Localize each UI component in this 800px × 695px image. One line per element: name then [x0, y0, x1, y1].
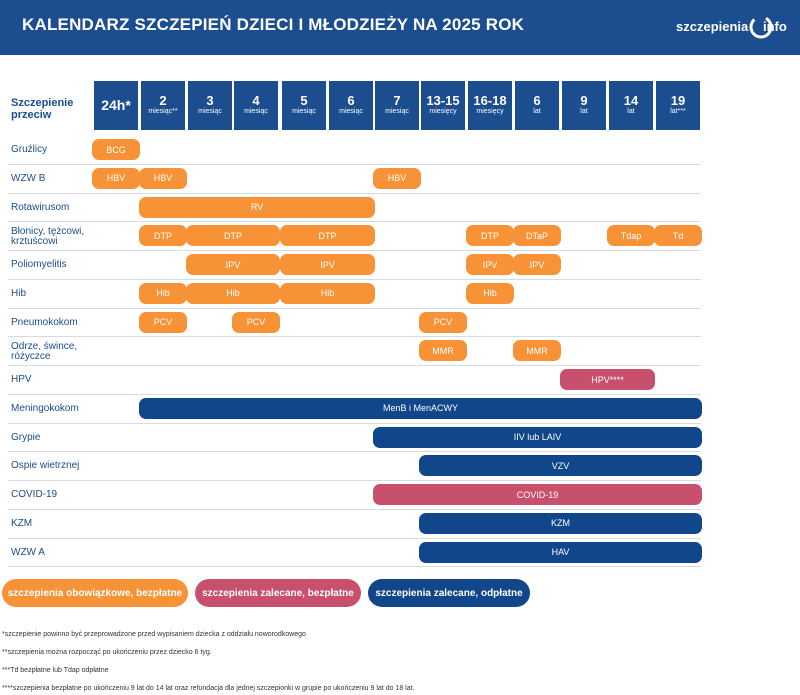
logo-info-text: info [763, 19, 787, 34]
vaccine-bar: Hib [466, 283, 514, 304]
age-unit: miesięcy [429, 108, 457, 115]
age-value: 14 [623, 93, 639, 108]
row-divider [8, 250, 701, 251]
vaccine-bar: IPV [280, 254, 375, 275]
row-label-2 [11, 203, 69, 213]
age-unit: miesiąc [292, 108, 316, 115]
vaccine-bar: Hib [139, 283, 187, 304]
row-divider [8, 538, 701, 539]
age-value: 24h* [101, 97, 131, 113]
row-divider [8, 164, 701, 165]
age-value: 3 [206, 93, 214, 108]
vaccine-bar: PCV [232, 312, 280, 333]
row-label-14 [11, 548, 45, 558]
row-label-4 [11, 260, 67, 270]
row-label-1 [11, 174, 45, 184]
row-label-7 [11, 342, 77, 362]
footnote-4: ****szczepienia bezpłatne po ukończeniu 9 lat do 14 lat oraz refundacja dla jednej szczepionki w grupie po ukończeniu 9 lat do 18 lat. [2, 685, 415, 692]
row-label-text: krztuścowi [11, 236, 58, 248]
row-label-text: Grypie [11, 431, 41, 443]
row-label-text: Błonicy, tężcowi, [11, 226, 85, 238]
vaccine-bar: DTP [280, 225, 375, 246]
age-value: 2 [159, 93, 167, 108]
vaccine-bar: RV [139, 197, 375, 218]
vaccine-bar: IPV [513, 254, 561, 275]
age-value: 13-15 [426, 93, 460, 108]
age-column-8 [468, 81, 512, 130]
row-divider [8, 279, 701, 280]
row-divider [8, 193, 701, 194]
legend-item-1: szczepienia zalecane, bezpłatne [195, 579, 361, 607]
row-label-text: różyczce [11, 351, 51, 363]
row-divider [8, 221, 701, 222]
age-column-0 [94, 81, 138, 130]
vaccine-bar: HBV [373, 168, 421, 189]
vaccine-bar: Tdap [607, 225, 655, 246]
row-label-text: HPV [11, 374, 32, 385]
row-label-13 [11, 519, 32, 529]
age-column-11 [609, 81, 653, 130]
vaccine-bar: DTP [186, 225, 280, 246]
vaccine-bar: MenB i MenACWY [139, 398, 702, 419]
row-label-9 [11, 404, 79, 414]
legend-item-0: szczepienia obowiązkowe, bezpłatne [2, 579, 188, 607]
age-unit: miesiąc [198, 108, 222, 115]
footnote-3: ***Td bezpłatne lub Tdap odpłatne [2, 667, 109, 674]
age-value: 6 [533, 93, 541, 108]
age-unit: lat [533, 108, 541, 115]
vaccine-bar: VZV [419, 455, 702, 476]
row-label-12 [11, 490, 57, 500]
vaccine-bar: PCV [139, 312, 187, 333]
age-unit: miesiąc** [148, 108, 178, 115]
row-label-text: Odrze, śwince, [11, 341, 78, 353]
vaccine-bar: KZM [419, 513, 702, 534]
age-unit: miesiąc [244, 108, 268, 115]
vaccine-bar: IPV [186, 254, 280, 275]
row-divider [8, 308, 701, 309]
age-column-3 [234, 81, 278, 130]
logo-text: szczepienia [676, 19, 749, 34]
vaccine-bar: Hib [280, 283, 375, 304]
age-value: 19 [670, 93, 686, 108]
row-label-text: Rotawirusom [11, 201, 70, 213]
vaccine-bar: IIV lub LAIV [373, 427, 702, 448]
row-divider [8, 336, 701, 337]
row-label-text: KZM [11, 517, 33, 529]
row-label-text: Hib [11, 287, 27, 299]
vaccine-bar: MMR [419, 340, 467, 361]
vaccine-bar: HBV [139, 168, 187, 189]
row-label-5 [11, 289, 26, 299]
row-label-0 [11, 145, 47, 155]
vaccine-bar: IPV [466, 254, 514, 275]
age-column-5 [329, 81, 373, 130]
row-label-10 [11, 433, 40, 443]
row-divider [8, 423, 701, 424]
vaccine-bar: COVID-19 [373, 484, 702, 505]
row-label-text: WZW B [11, 172, 46, 184]
age-column-9 [515, 81, 559, 130]
age-column-2 [188, 81, 232, 130]
age-value: 16-18 [473, 93, 507, 108]
vaccine-bar: BCG [92, 139, 140, 160]
row-divider [8, 509, 701, 510]
age-value: 7 [393, 93, 401, 108]
column-header-label [11, 97, 73, 121]
footnote-2: **szczepienia można rozpocząć po ukończeniu przez dziecko 6 tyg. [2, 649, 212, 656]
row-divider [8, 451, 701, 452]
age-unit: miesiąc [385, 108, 409, 115]
footnote-1: *szczepienie powinno być przeprowadzone przed wypisaniem dziecka z oddziału noworodkowego [2, 631, 306, 638]
age-unit: miesiąc [339, 108, 363, 115]
row-label-8 [11, 375, 32, 385]
vaccine-bar: DTaP [513, 225, 561, 246]
vaccine-bar: MMR [513, 340, 561, 361]
age-value: 5 [300, 93, 308, 108]
header-bar [0, 0, 800, 55]
row-divider [8, 365, 701, 366]
row-label-text: WZW A [11, 546, 45, 558]
age-column-1 [141, 81, 185, 130]
row-label-text: Poliomyelitis [11, 259, 67, 270]
row-divider [8, 480, 701, 481]
row-label-text: Pneumokokom [11, 316, 78, 328]
vaccine-bar: HBV [92, 168, 140, 189]
row-divider [8, 566, 701, 567]
age-column-10 [562, 81, 606, 130]
age-unit: lat [580, 108, 588, 115]
legend-item-2: szczepienia zalecane, odpłatne [368, 579, 530, 607]
row-label-text: COVID-19 [11, 489, 58, 500]
row-label-text: Ospie wietrznej [11, 460, 80, 472]
age-unit: miesięcy [476, 108, 504, 115]
vaccine-bar: HPV**** [560, 369, 655, 390]
age-column-7 [421, 81, 465, 130]
column-header-line-2: przeciw [11, 109, 52, 121]
row-label-3 [11, 227, 84, 247]
column-header-line-1: Szczepienie [11, 97, 74, 109]
page-title: KALENDARZ SZCZEPIEŃ DZIECI I MŁODZIEŻY NA 2025 ROK [22, 15, 525, 34]
age-unit: lat*** [670, 108, 686, 115]
age-value: 4 [252, 93, 260, 108]
row-label-text: Gruźlicy [11, 144, 48, 155]
age-value: 9 [580, 93, 588, 108]
age-column-6 [375, 81, 419, 130]
vaccine-bar: PCV [419, 312, 467, 333]
vaccine-bar: Hib [186, 283, 280, 304]
age-unit: lat [627, 108, 635, 115]
row-label-6 [11, 318, 78, 328]
age-column-12 [656, 81, 700, 130]
row-divider [8, 394, 701, 395]
vaccine-bar: Td [654, 225, 702, 246]
vaccine-bar: DTP [139, 225, 187, 246]
age-value: 6 [347, 93, 355, 108]
row-label-text: Meningokokom [11, 402, 79, 414]
age-column-4 [282, 81, 326, 130]
vaccine-bar: DTP [466, 225, 514, 246]
row-label-11 [11, 461, 79, 471]
vaccine-bar: HAV [419, 542, 702, 563]
